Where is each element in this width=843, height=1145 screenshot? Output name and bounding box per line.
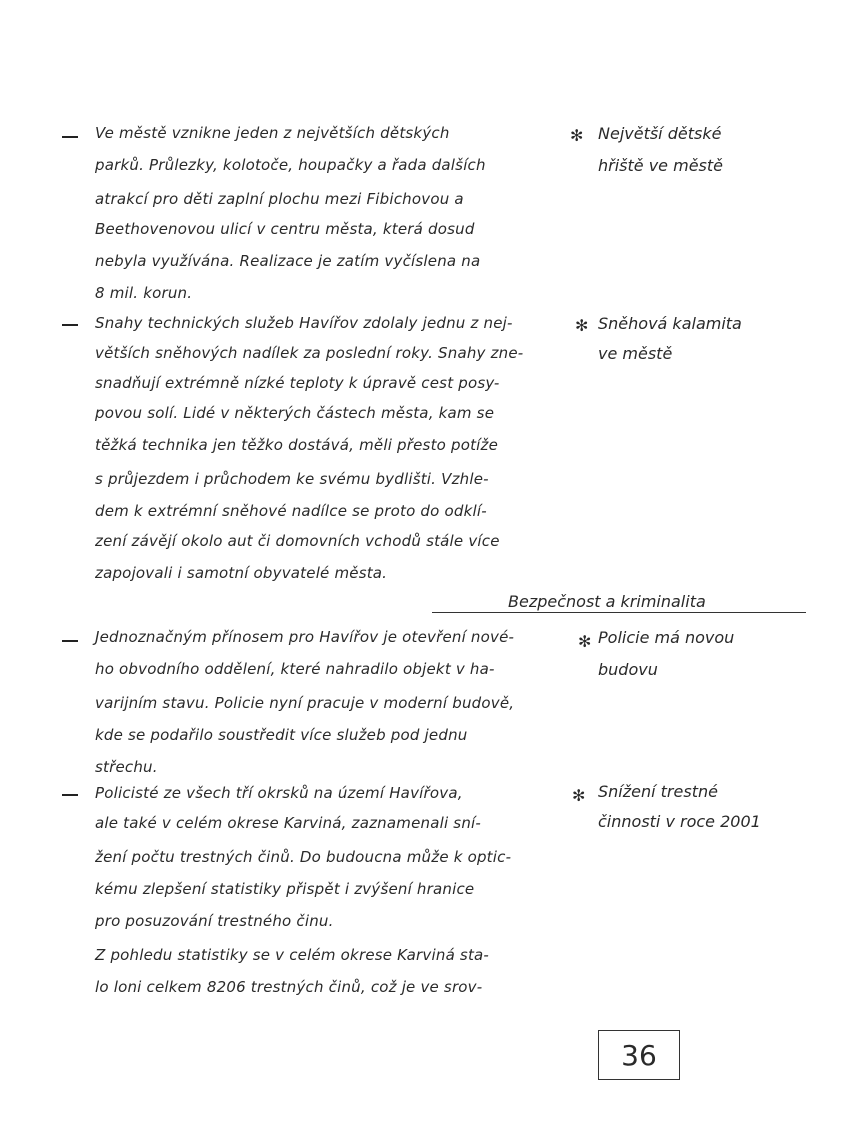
text-line: žení počtu trestných činů. Do budoucna může k optic- xyxy=(95,848,512,866)
text-line: povou solí. Lidé v některých částech města, kam se xyxy=(95,404,495,422)
page-number: 36 xyxy=(598,1030,680,1080)
margin-note: ve městě xyxy=(598,344,673,363)
asterisk-icon: ✻ xyxy=(578,632,592,651)
dash-bullet-icon xyxy=(62,136,78,138)
text-line: větších sněhových nadílek za poslední roky. Snahy zne- xyxy=(95,344,524,362)
margin-note: Snížení trestné xyxy=(598,782,718,801)
text-line: snadňují extrémně nízké teploty k úpravě cest posy- xyxy=(95,374,500,392)
heading-underline xyxy=(432,612,806,613)
text-line: atrakcí pro děti zaplní plochu mezi Fibichovou a xyxy=(95,190,464,208)
dash-bullet-icon xyxy=(62,324,78,326)
margin-note: Největší dětské xyxy=(598,124,722,143)
text-line: kde se podařilo soustředit více služeb pod jednu xyxy=(95,726,468,744)
text-line: kému zlepšení statistiky přispět i zvýšení hranice xyxy=(95,880,475,898)
margin-note: činnosti v roce 2001 xyxy=(598,812,761,831)
text-line: s průjezdem i průchodem ke svému bydlišti. Vzhle- xyxy=(95,470,489,488)
text-line: Jednoznačným přínosem pro Havířov je otevření nové- xyxy=(95,628,515,646)
text-line: pro posuzování trestného činu. xyxy=(95,912,334,930)
text-line: těžká technika jen těžko dostává, měli přesto potíže xyxy=(95,436,499,454)
text-line: nebyla využívána. Realizace je zatím vyčíslena na xyxy=(95,252,481,270)
text-line: lo loni celkem 8206 trestných činů, což je ve srov- xyxy=(95,978,483,996)
margin-note: Policie má novou xyxy=(598,628,735,647)
text-line: zení závějí okolo aut či domovních vchodů stále více xyxy=(95,532,500,550)
text-line: zapojovali i samotní obyvatelé města. xyxy=(95,564,388,582)
text-line: 8 mil. korun. xyxy=(95,284,193,302)
margin-note: budovu xyxy=(598,660,658,679)
text-line: Ve městě vznikne jeden z největších dětských xyxy=(95,124,450,142)
text-line: Beethovenovou ulicí v centru města, která dosud xyxy=(95,220,475,238)
margin-note: Sněhová kalamita xyxy=(598,314,742,333)
dash-bullet-icon xyxy=(62,794,78,796)
asterisk-icon: ✻ xyxy=(572,786,586,805)
section-heading: Bezpečnost a kriminalita xyxy=(508,592,706,611)
text-line: Snahy technických služeb Havířov zdolaly jednu z nej- xyxy=(95,314,513,332)
text-line: Z pohledu statistiky se v celém okrese Karviná sta- xyxy=(95,946,490,964)
text-line: parků. Průlezky, kolotoče, houpačky a řada dalších xyxy=(95,156,486,174)
asterisk-icon: ✻ xyxy=(570,126,584,145)
text-line: ale také v celém okrese Karviná, zaznamenali sní- xyxy=(95,814,482,832)
text-line: varijním stavu. Policie nyní pracuje v moderní budově, xyxy=(95,694,515,712)
text-line: střechu. xyxy=(95,758,158,776)
dash-bullet-icon xyxy=(62,640,78,642)
margin-note: hřiště ve městě xyxy=(598,156,723,175)
asterisk-icon: ✻ xyxy=(575,316,589,335)
text-line: dem k extrémní sněhové nadílce se proto do odklí- xyxy=(95,502,487,520)
text-line: Policisté ze všech tří okrsků na území Havířova, xyxy=(95,784,463,802)
text-line: ho obvodního oddělení, které nahradilo objekt v ha- xyxy=(95,660,495,678)
